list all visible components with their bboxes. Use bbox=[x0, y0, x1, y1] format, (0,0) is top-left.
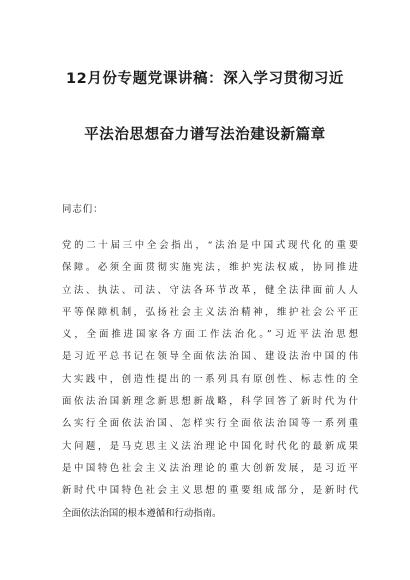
document-title-line-1: 12月份专题党课讲稿：深入学习贯彻习近 bbox=[65, 71, 345, 87]
body-line: 是习近平总书记在领导全面依法治国、建设法治中国的伟 bbox=[62, 351, 358, 363]
salutation: 同志们： bbox=[62, 204, 104, 215]
body-line: 立法、执法、司法、守法各环节改革，健全法律面前人人 bbox=[62, 284, 358, 296]
body-line: 新时代中国特色社会主义思想的重要组成部分，是新时代 bbox=[62, 485, 358, 497]
body-line: 全面依法治国的根本遵循和行动指南。 bbox=[62, 507, 222, 519]
body-line: 大实践中，创造性提出的一系列具有原创性、标志性的全 bbox=[62, 373, 358, 385]
body-line: 是中国特色社会主义法治理论的重大创新发展，是习近平 bbox=[62, 462, 358, 474]
body-line: 么实行全面依法治国、怎样实行全面依法治国等一系列重 bbox=[62, 418, 358, 430]
body-paragraph bbox=[62, 235, 358, 525]
body-line: 大问题，是马克思主义法治理论中国化时代化的最新成果 bbox=[62, 440, 358, 452]
body-line: 义，全面推进国家各方面工作法治化。”习近平法治思想 bbox=[62, 329, 358, 341]
document-title-line-2: 平法治思想奋力谱写法治建设新篇章 bbox=[84, 127, 326, 143]
body-line: 党的二十届三中全会指出，“法治是中国式现代化的重要 bbox=[62, 240, 358, 251]
body-line: 保障。必须全面贯彻实施宪法，维护宪法权威，协同推进 bbox=[62, 262, 358, 274]
body-line: 面依法治国新理念新思想新战略，科学回答了新时代为什 bbox=[62, 396, 358, 408]
body-line: 平等保障机制，弘扬社会主义法治精神，维护社会公平正 bbox=[62, 306, 358, 318]
